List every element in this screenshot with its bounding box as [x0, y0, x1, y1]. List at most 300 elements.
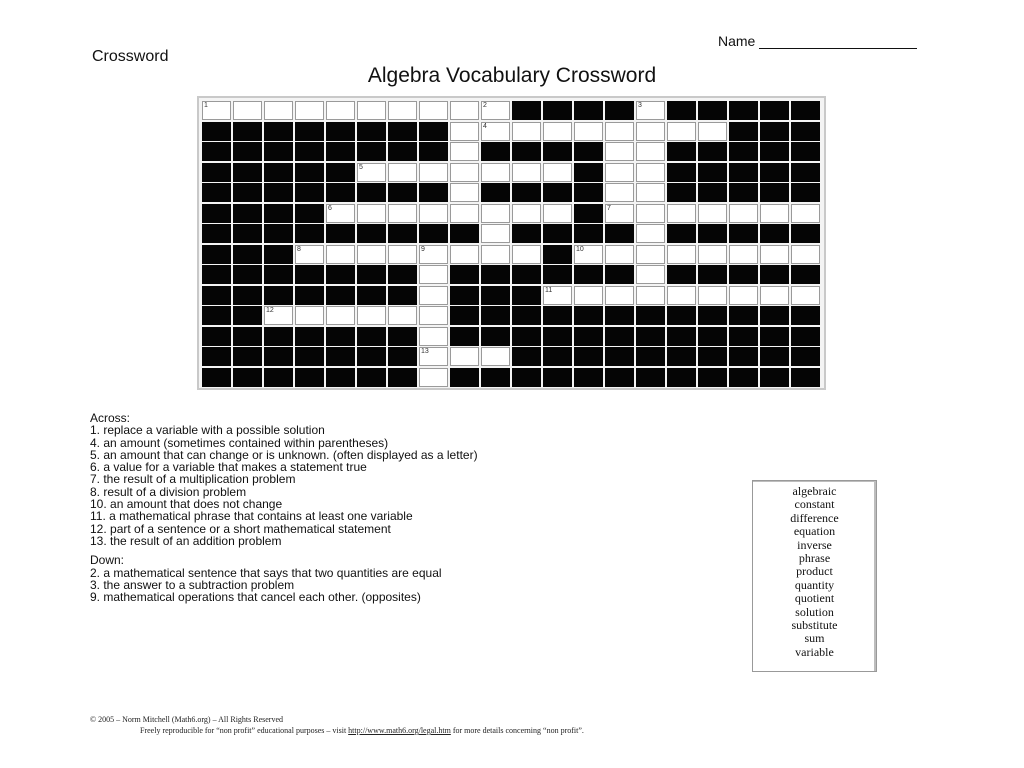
grid-cell-blocked [295, 224, 324, 243]
grid-cell-blocked [388, 265, 417, 284]
grid-cell-blocked [326, 224, 355, 243]
grid-cell-answer[interactable] [357, 163, 386, 182]
notice-suffix: for more details concerning “non profit”. [452, 726, 584, 735]
grid-cell-answer[interactable] [481, 163, 510, 182]
grid-cell-answer[interactable] [295, 245, 324, 264]
grid-cell-blocked [760, 265, 789, 284]
grid-cell-blocked [543, 265, 572, 284]
grid-cell-blocked [326, 347, 355, 366]
grid-cell-blocked [667, 183, 696, 202]
grid-cell-answer[interactable] [636, 224, 665, 243]
grid-cell-answer[interactable] [574, 122, 603, 141]
grid-cell-answer[interactable] [419, 306, 448, 325]
clue-number: 10 [576, 245, 584, 253]
grid-cell-answer[interactable] [791, 286, 820, 305]
grid-cell-blocked [202, 306, 231, 325]
grid-cell-blocked [357, 142, 386, 161]
grid-cell-answer[interactable] [543, 204, 572, 223]
clue-item: 7. the result of a multiplication problem [90, 472, 296, 487]
grid-cell-answer[interactable] [264, 101, 293, 120]
grid-cell-blocked [574, 142, 603, 161]
grid-cell-blocked [729, 142, 758, 161]
word-bank-item: product [796, 564, 833, 579]
grid-cell-blocked [202, 163, 231, 182]
grid-cell-blocked [791, 163, 820, 182]
grid-cell-blocked [543, 183, 572, 202]
clues-section [90, 412, 478, 603]
grid-cell-blocked [791, 101, 820, 120]
grid-cell-blocked [388, 224, 417, 243]
grid-cell-blocked [667, 163, 696, 182]
grid-cell-blocked [698, 306, 727, 325]
grid-cell-blocked [202, 204, 231, 223]
grid-cell-blocked [791, 224, 820, 243]
grid-cell-answer[interactable] [450, 347, 479, 366]
grid-cell-blocked [326, 327, 355, 346]
grid-cell-answer[interactable] [636, 245, 665, 264]
clue-number: 9 [421, 245, 425, 253]
reproduction-notice [90, 725, 584, 736]
grid-cell-blocked [202, 183, 231, 202]
grid-cell-answer[interactable] [233, 101, 262, 120]
grid-cell-blocked [543, 327, 572, 346]
grid-cell-blocked [233, 142, 262, 161]
grid-cell-blocked [388, 347, 417, 366]
grid-cell-answer[interactable] [605, 142, 634, 161]
grid-cell-blocked [667, 327, 696, 346]
across-title: Across: [90, 411, 131, 425]
grid-cell-answer[interactable] [450, 204, 479, 223]
grid-cell-blocked [729, 101, 758, 120]
grid-cell-answer[interactable] [760, 245, 789, 264]
grid-cell-answer[interactable] [295, 101, 324, 120]
grid-cell-blocked [760, 183, 789, 202]
word-bank-item: quotient [794, 591, 835, 606]
grid-cell-answer[interactable] [574, 286, 603, 305]
grid-cell-answer[interactable] [202, 101, 231, 120]
grid-cell-blocked [605, 327, 634, 346]
grid-cell-blocked [264, 224, 293, 243]
grid-cell-answer[interactable] [419, 286, 448, 305]
grid-cell-blocked [574, 306, 603, 325]
grid-cell-blocked [605, 347, 634, 366]
grid-cell-blocked [543, 142, 572, 161]
grid-cell-answer[interactable] [481, 204, 510, 223]
grid-cell-blocked [791, 347, 820, 366]
grid-cell-answer[interactable] [791, 245, 820, 264]
word-bank-item: variable [795, 644, 834, 659]
grid-cell-blocked [667, 368, 696, 387]
grid-cell-blocked [264, 122, 293, 141]
grid-cell-blocked [388, 122, 417, 141]
name-field [718, 33, 917, 49]
grid-cell-blocked [202, 245, 231, 264]
grid-cell-blocked [667, 142, 696, 161]
grid-cell-blocked [388, 368, 417, 387]
grid-cell-blocked [326, 368, 355, 387]
grid-cell-answer[interactable] [419, 101, 448, 120]
grid-cell-blocked [295, 286, 324, 305]
footer [90, 714, 584, 736]
grid-cell-blocked [450, 286, 479, 305]
grid-cell-answer[interactable] [481, 122, 510, 141]
grid-cell-blocked [636, 368, 665, 387]
grid-cell-blocked [636, 347, 665, 366]
worksheet-category-label: Crossword [92, 48, 169, 65]
clue-item: 4. an amount (sometimes contained within parentheses) [90, 435, 389, 450]
grid-cell-blocked [233, 224, 262, 243]
clue-number: 7 [607, 204, 611, 212]
clue-item: 3. the answer to a subtraction problem [90, 577, 295, 592]
grid-cell-answer[interactable] [450, 245, 479, 264]
grid-cell-answer[interactable] [326, 101, 355, 120]
word-bank-item: sum [804, 631, 825, 646]
grid-cell-blocked [760, 306, 789, 325]
grid-cell-blocked [481, 183, 510, 202]
grid-cell-blocked [357, 286, 386, 305]
grid-cell-answer[interactable] [636, 122, 665, 141]
grid-cell-blocked [760, 163, 789, 182]
grid-cell-blocked [419, 224, 448, 243]
clue-number: 1 [204, 102, 208, 109]
grid-cell-blocked [233, 306, 262, 325]
grid-cell-blocked [388, 286, 417, 305]
grid-cell-blocked [698, 347, 727, 366]
grid-cell-blocked [698, 183, 727, 202]
grid-cell-blocked [233, 286, 262, 305]
clue-number: 6 [328, 204, 332, 212]
grid-cell-blocked [543, 347, 572, 366]
grid-cell-blocked [450, 368, 479, 387]
grid-cell-blocked [512, 286, 541, 305]
clue-item: 13. the result of an addition problem [90, 533, 282, 548]
grid-cell-blocked [264, 142, 293, 161]
grid-cell-answer[interactable] [636, 204, 665, 223]
grid-cell-blocked [450, 265, 479, 284]
grid-cell-blocked [667, 224, 696, 243]
grid-cell-blocked [419, 183, 448, 202]
word-bank-item: difference [790, 510, 839, 525]
grid-cell-blocked [698, 265, 727, 284]
word-bank-item: constant [794, 497, 835, 512]
grid-cell-answer[interactable] [574, 245, 603, 264]
word-bank-item: substitute [791, 618, 838, 633]
grid-cell-blocked [233, 368, 262, 387]
grid-cell-blocked [388, 142, 417, 161]
grid-cell-blocked [760, 101, 789, 120]
clue-item: 8. result of a division problem [90, 484, 247, 499]
grid-cell-blocked [760, 142, 789, 161]
clue-number: 4 [483, 122, 487, 130]
grid-cell-blocked [357, 224, 386, 243]
grid-cell-blocked [543, 101, 572, 120]
grid-cell-blocked [698, 224, 727, 243]
word-bank-item: algebraic [792, 484, 837, 498]
grid-cell-blocked [295, 183, 324, 202]
grid-cell-blocked [512, 347, 541, 366]
grid-cell-blocked [326, 163, 355, 182]
grid-cell-answer[interactable] [698, 122, 727, 141]
grid-cell-blocked [450, 306, 479, 325]
grid-cell-blocked [233, 347, 262, 366]
grid-cell-answer[interactable] [419, 204, 448, 223]
grid-cell-answer[interactable] [326, 306, 355, 325]
grid-cell-blocked [264, 347, 293, 366]
grid-cell-answer[interactable] [512, 163, 541, 182]
clue-number: 11 [545, 286, 553, 294]
grid-cell-answer[interactable] [667, 245, 696, 264]
grid-cell-blocked [202, 347, 231, 366]
grid-cell-answer[interactable] [543, 122, 572, 141]
grid-cell-answer[interactable] [605, 122, 634, 141]
grid-cell-blocked [667, 347, 696, 366]
grid-cell-blocked [667, 306, 696, 325]
grid-cell-answer[interactable] [388, 163, 417, 182]
clue-item: 12. part of a sentence or a short mathematical statement [90, 521, 391, 536]
grid-cell-answer[interactable] [419, 163, 448, 182]
grid-cell-blocked [729, 163, 758, 182]
grid-cell-answer[interactable] [636, 265, 665, 284]
grid-cell-blocked [202, 327, 231, 346]
grid-cell-answer[interactable] [698, 204, 727, 223]
grid-cell-answer[interactable] [667, 286, 696, 305]
grid-cell-answer[interactable] [636, 101, 665, 120]
grid-cell-blocked [698, 142, 727, 161]
grid-cell-blocked [574, 163, 603, 182]
clue-item: 2. a mathematical sentence that says that two quantities are equal [90, 565, 442, 580]
grid-cell-answer[interactable] [636, 142, 665, 161]
name-label: Name [718, 33, 756, 49]
grid-cell-blocked [574, 327, 603, 346]
grid-cell-blocked [295, 368, 324, 387]
grid-cell-answer[interactable] [636, 163, 665, 182]
grid-cell-blocked [233, 265, 262, 284]
grid-cell-blocked [605, 368, 634, 387]
grid-cell-answer[interactable] [636, 286, 665, 305]
grid-cell-blocked [760, 347, 789, 366]
grid-cell-blocked [264, 286, 293, 305]
grid-cell-answer[interactable] [605, 245, 634, 264]
grid-cell-blocked [760, 368, 789, 387]
clue-item: 9. mathematical operations that cancel each other. (opposites) [90, 590, 421, 605]
grid-cell-answer[interactable] [791, 204, 820, 223]
grid-cell-answer[interactable] [388, 245, 417, 264]
grid-cell-blocked [760, 122, 789, 141]
grid-cell-answer[interactable] [481, 245, 510, 264]
grid-cell-blocked [574, 347, 603, 366]
grid-cell-blocked [202, 265, 231, 284]
grid-cell-answer[interactable] [450, 142, 479, 161]
grid-cell-answer[interactable] [357, 101, 386, 120]
grid-cell-blocked [450, 224, 479, 243]
grid-cell-blocked [543, 245, 572, 264]
grid-cell-blocked [202, 122, 231, 141]
word-bank-item: inverse [797, 537, 832, 552]
grid-cell-answer[interactable] [419, 327, 448, 346]
grid-cell-blocked [357, 183, 386, 202]
grid-cell-blocked [295, 204, 324, 223]
grid-cell-answer[interactable] [605, 286, 634, 305]
grid-cell-answer[interactable] [357, 306, 386, 325]
name-blank-line [759, 48, 917, 49]
grid-cell-answer[interactable] [729, 245, 758, 264]
word-bank [752, 480, 877, 672]
grid-cell-blocked [760, 224, 789, 243]
grid-cell-blocked [791, 306, 820, 325]
grid-cell-blocked [264, 245, 293, 264]
notice-prefix: Freely reproducible for “non profit” educational purposes – visit [140, 726, 347, 735]
grid-cell-blocked [233, 183, 262, 202]
grid-cell-blocked [264, 368, 293, 387]
clue-item: 10. an amount that does not change [90, 497, 283, 512]
grid-cell-answer[interactable] [450, 163, 479, 182]
grid-cell-blocked [481, 265, 510, 284]
grid-cell-blocked [202, 368, 231, 387]
grid-cell-blocked [264, 204, 293, 223]
grid-cell-answer[interactable] [512, 122, 541, 141]
grid-cell-answer[interactable] [605, 163, 634, 182]
grid-cell-blocked [202, 224, 231, 243]
grid-cell-answer[interactable] [667, 122, 696, 141]
copyright-line: © 2005 – Norm Mitchell (Math6.org) – All Rights Reserved [90, 715, 284, 724]
grid-cell-blocked [574, 368, 603, 387]
grid-cell-blocked [791, 142, 820, 161]
grid-cell-blocked [512, 306, 541, 325]
grid-cell-answer[interactable] [481, 224, 510, 243]
grid-cell-blocked [574, 265, 603, 284]
grid-cell-blocked [233, 122, 262, 141]
grid-cell-blocked [512, 265, 541, 284]
grid-cell-blocked [233, 204, 262, 223]
grid-cell-blocked [729, 122, 758, 141]
grid-cell-blocked [791, 265, 820, 284]
grid-cell-answer[interactable] [481, 101, 510, 120]
grid-cell-answer[interactable] [636, 183, 665, 202]
grid-cell-answer[interactable] [543, 163, 572, 182]
grid-cell-blocked [481, 306, 510, 325]
grid-cell-answer[interactable] [512, 204, 541, 223]
grid-cell-blocked [512, 183, 541, 202]
down-title: Down: [90, 553, 125, 568]
grid-cell-blocked [512, 368, 541, 387]
grid-cell-answer[interactable] [450, 101, 479, 120]
grid-cell-answer[interactable] [760, 286, 789, 305]
grid-cell-answer[interactable] [419, 245, 448, 264]
grid-cell-answer[interactable] [543, 286, 572, 305]
grid-cell-blocked [264, 265, 293, 284]
grid-cell-answer[interactable] [698, 245, 727, 264]
grid-cell-answer[interactable] [264, 306, 293, 325]
grid-cell-blocked [512, 142, 541, 161]
clue-number: 3 [638, 102, 642, 109]
grid-cell-answer[interactable] [357, 245, 386, 264]
grid-cell-answer[interactable] [760, 204, 789, 223]
grid-cell-blocked [729, 347, 758, 366]
grid-cell-blocked [357, 347, 386, 366]
grid-cell-blocked [636, 306, 665, 325]
down-clue-list [90, 567, 478, 604]
grid-cell-blocked [481, 142, 510, 161]
grid-cell-blocked [388, 183, 417, 202]
grid-cell-blocked [698, 368, 727, 387]
grid-cell-answer[interactable] [388, 306, 417, 325]
grid-cell-blocked [450, 327, 479, 346]
grid-cell-blocked [760, 327, 789, 346]
grid-cell-blocked [481, 327, 510, 346]
grid-cell-blocked [264, 183, 293, 202]
grid-cell-blocked [357, 122, 386, 141]
grid-cell-blocked [326, 142, 355, 161]
grid-cell-blocked [326, 286, 355, 305]
grid-cell-answer[interactable] [605, 204, 634, 223]
grid-cell-answer[interactable] [419, 347, 448, 366]
grid-cell-answer[interactable] [326, 204, 355, 223]
grid-cell-blocked [326, 265, 355, 284]
grid-cell-blocked [729, 265, 758, 284]
grid-cell-blocked [543, 306, 572, 325]
grid-cell-answer[interactable] [605, 183, 634, 202]
grid-cell-blocked [729, 224, 758, 243]
grid-cell-answer[interactable] [419, 368, 448, 387]
grid-cell-blocked [264, 163, 293, 182]
grid-cell-blocked [543, 368, 572, 387]
grid-cell-blocked [512, 101, 541, 120]
crossword-grid-frame [197, 96, 826, 390]
word-bank-item: quantity [794, 577, 835, 592]
grid-cell-answer[interactable] [450, 122, 479, 141]
grid-cell-blocked [791, 122, 820, 141]
grid-cell-blocked [295, 142, 324, 161]
grid-cell-blocked [698, 327, 727, 346]
grid-cell-blocked [729, 327, 758, 346]
grid-cell-answer[interactable] [481, 347, 510, 366]
grid-cell-blocked [543, 224, 572, 243]
legal-link[interactable]: http://www.math6.org/legal.htm [348, 726, 451, 735]
grid-cell-answer[interactable] [667, 204, 696, 223]
word-bank-item: phrase [798, 551, 831, 566]
grid-cell-blocked [233, 327, 262, 346]
grid-cell-blocked [295, 163, 324, 182]
clue-number: 2 [483, 102, 487, 109]
grid-cell-blocked [295, 327, 324, 346]
grid-cell-blocked [574, 204, 603, 223]
grid-cell-answer[interactable] [295, 306, 324, 325]
grid-cell-answer[interactable] [450, 183, 479, 202]
grid-cell-blocked [605, 265, 634, 284]
grid-cell-answer[interactable] [729, 204, 758, 223]
grid-cell-answer[interactable] [729, 286, 758, 305]
grid-cell-answer[interactable] [512, 245, 541, 264]
grid-cell-blocked [202, 286, 231, 305]
grid-cell-blocked [295, 265, 324, 284]
grid-cell-blocked [729, 183, 758, 202]
grid-cell-answer[interactable] [698, 286, 727, 305]
grid-cell-answer[interactable] [388, 204, 417, 223]
grid-cell-blocked [264, 327, 293, 346]
grid-cell-answer[interactable] [357, 204, 386, 223]
grid-cell-blocked [357, 327, 386, 346]
grid-cell-blocked [512, 327, 541, 346]
grid-cell-blocked [295, 347, 324, 366]
grid-cell-answer[interactable] [419, 265, 448, 284]
grid-cell-blocked [791, 368, 820, 387]
grid-cell-blocked [574, 101, 603, 120]
grid-cell-answer[interactable] [326, 245, 355, 264]
clue-item: 11. a mathematical phrase that contains at least one variable [90, 509, 413, 524]
grid-cell-blocked [605, 224, 634, 243]
grid-cell-blocked [574, 183, 603, 202]
grid-cell-answer[interactable] [388, 101, 417, 120]
